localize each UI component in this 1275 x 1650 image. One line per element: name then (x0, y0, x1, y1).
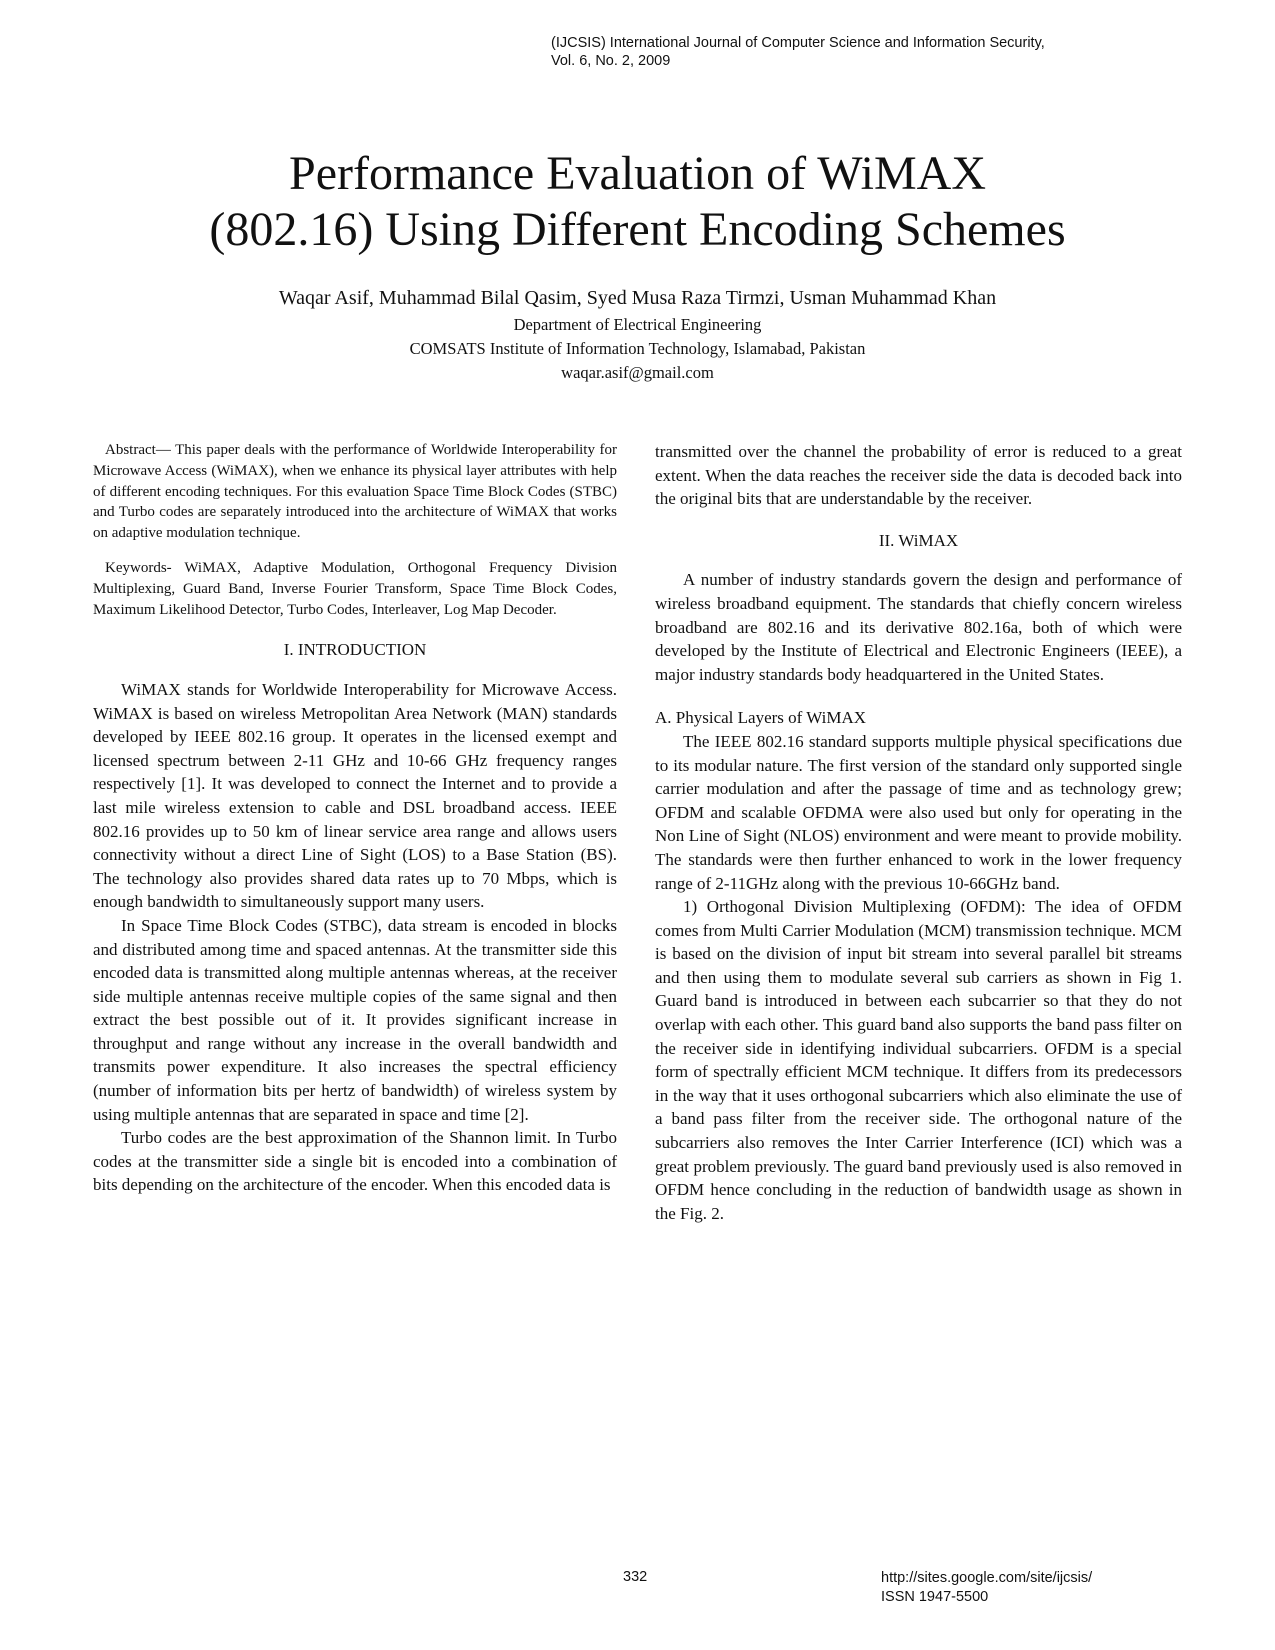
institute: COMSATS Institute of Information Technology, Islamabad, Pakistan (409, 339, 866, 358)
intro-paragraph-2: In Space Time Block Codes (STBC), data stream is encoded in blocks and distributed among time and spaced antennas. At the transmitter side this encoded data is transmitted along multiple antennas whereas, at the receiver side multiple antennas receive multiple copies of the same signal and then extract the best possible out of it. It provides significant increase in throughput and range without any increase in the overall bandwidth and transmits power expenditure. It also increases the spectral efficiency (number of information bits per hertz of bandwidth) of wireless system by using multiple antennas that are separated in space and time [2]. (93, 915, 617, 1124)
footer-journal-info (881, 1569, 1092, 1607)
running-head (551, 34, 1045, 70)
right-column (655, 440, 1182, 1225)
wimax-paragraph-1: A number of industry standards govern the design and performance of wireless broadband equipment. The standards that chiefly concern wireless broadband are 802.16 and its derivative 802.16a, both of which were developed by the Institute of Electrical and Electronic Engineers (IEEE), a major industry standards body headquartered in the United States. (655, 570, 1182, 684)
keywords: Keywords- WiMAX, Adaptive Modulation, Orthogonal Frequency Division Multiplexing, Guard Band, Inverse Fourier Transform, Space Time Block Codes, Maximum Likelihood Detector, Turbo Codes, Interleaver, Log Map Decoder. (93, 559, 617, 618)
author-list: Waqar Asif, Muhammad Bilal Qasim, Syed Musa Raza Tirmzi, Usman Muhammad Khan (278, 287, 997, 309)
affiliation (0, 313, 1275, 385)
department: Department of Electrical Engineering (513, 315, 762, 334)
intro-paragraph-1: WiMAX stands for Worldwide Interoperability for Microwave Access. WiMAX is based on wireless Metropolitan Area Network (MAN) standards developed by IEEE 802.16 group. It operates in the licensed exempt and licensed spectrum between 2-11 GHz and 10-66 GHz frequency ranges respectively [1]. It was developed to connect the Internet and to provide a last mile wireless extension to cable and DSL broadband access. IEEE 802.16 provides up to 50 km of linear service area range and allows users connectivity without a direct Line of Sight (LOS) to a Base Station (BS). The technology also provides shared data rates up to 70 Mbps, which is enough bandwidth to simultaneously support many users. (93, 679, 617, 912)
running-head-volume: Vol. 6, No. 2, 2009 (551, 53, 671, 69)
ofdm-paragraph: 1) Orthogonal Division Multiplexing (OFDM): The idea of OFDM comes from Multi Carrier Modulation (MCM) transmission technique. MCM is based on the division of input bit stream into several parallel bit streams and then using them to modulate several sub carriers as shown in Fig 1. Guard band is introduced in between each subcarrier so that they do not overlap with each other. This guard band also supports the band pass filter on the receiver side in identifying individual subcarriers. OFDM is a special form of spectrally efficient MCM technique. It differs from its predecessors in the way that it uses orthogonal subcarriers which also eliminate the use of a band pass filter from the receiver side. The orthogonal nature of the subcarriers also removes the Inter Carrier Interference (ICI) which was a great problem previously. The guard band previously used is also removed in OFDM hence concluding in the reduction of bandwidth usage as shown in the Fig. 2. (655, 897, 1182, 1223)
title-line-1: Performance Evaluation of WiMAX (289, 147, 986, 200)
email: waqar.asif@gmail.com (561, 363, 714, 382)
title-line-2: (802.16) Using Different Encoding Schemes (209, 203, 1066, 256)
page-number: 332 (623, 1569, 648, 1585)
running-head-journal: (IJCSIS) International Journal of Computer Science and Information Security, (551, 35, 1045, 51)
section-heading-wimax: II. WiMAX (878, 530, 959, 550)
abstract: Abstract— This paper deals with the performance of Worldwide Interoperability for Microwave Access (WiMAX), when we enhance its physical layer attributes with help of different encoding techniques. For this evaluation Space Time Block Codes (STBC) and Turbo codes are separately introduced into the architecture of WiMAX that works on adaptive modulation technique. (93, 442, 617, 542)
continuation-paragraph: transmitted over the channel the probability of error is reduced to a great extent. When the data reaches the receiver side the data is decoded back into the original bits that are understandable by the receiver. (655, 442, 1182, 509)
physical-layers-paragraph: The IEEE 802.16 standard supports multiple physical specifications due to its modular nature. The first version of the standard only supported single carrier modulation and after the passage of time and as technology grew; OFDM and scalable OFDMA were also used but only for operating in the Non Line of Sight (NLOS) environment and were meant to provide mobility. The standards were then further enhanced to work in the lower frequency range of 2-11GHz along with the previous 10-66GHz band. (655, 731, 1182, 893)
subsection-heading-physical-layers: A. Physical Layers of WiMAX (655, 708, 866, 728)
paper-title (0, 146, 1275, 258)
issn: ISSN 1947-5500 (881, 1589, 989, 1605)
journal-url: http://sites.google.com/site/ijcsis/ (881, 1570, 1093, 1586)
section-heading-introduction: I. INTRODUCTION (283, 640, 427, 660)
intro-paragraph-3: Turbo codes are the best approximation of the Shannon limit. In Turbo codes at the transmitter side a single bit is encoded into a combination of bits depending on the architecture of the encoder. When this encoded data is (93, 1128, 617, 1195)
left-column (93, 440, 617, 1197)
